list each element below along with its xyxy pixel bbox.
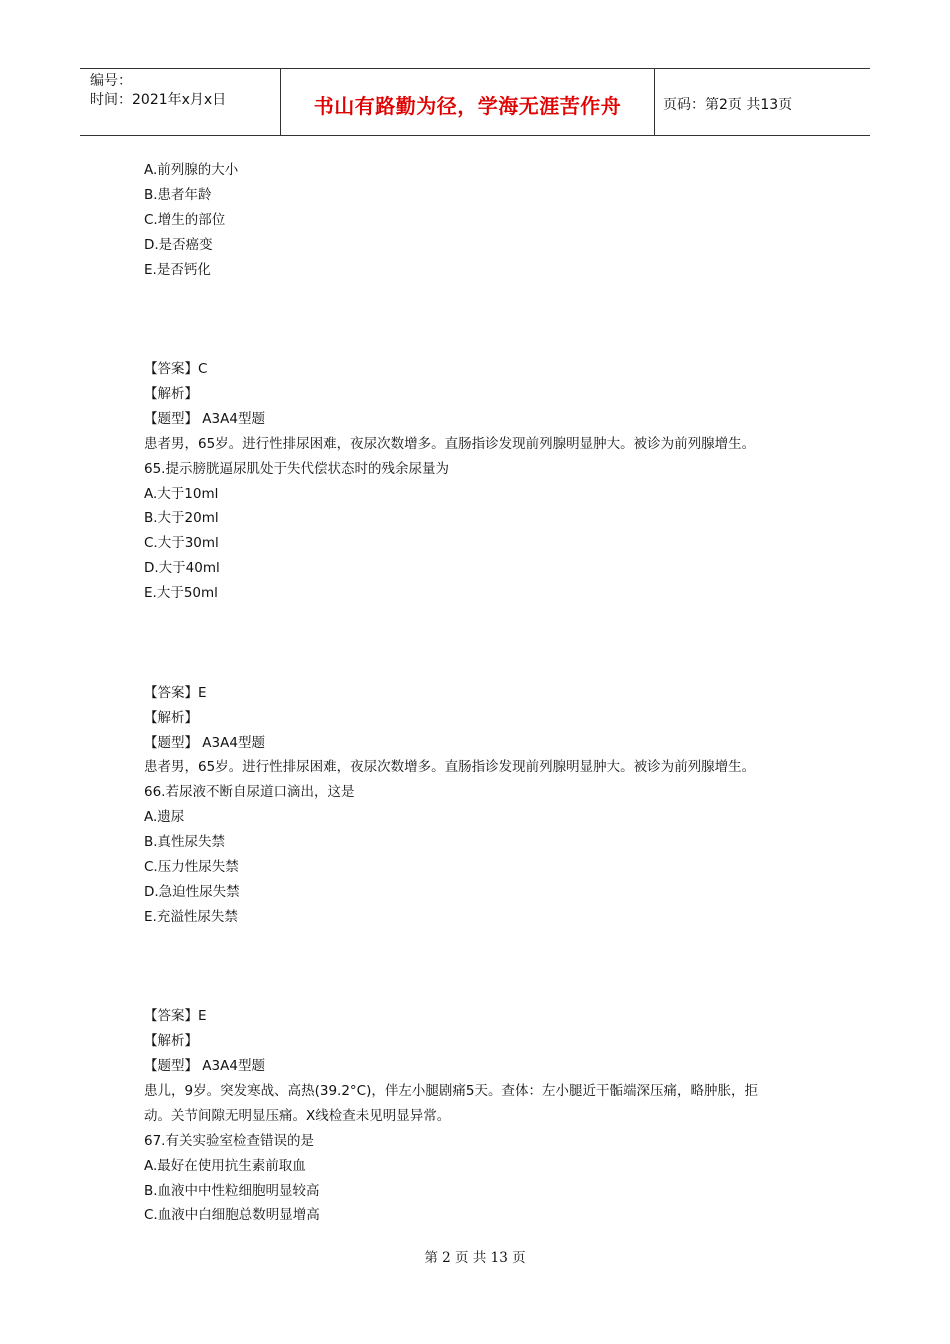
text-line: 67.有关实验室检查错误的是 [144, 1132, 314, 1149]
text-line: 动。关节间隙无明显压痛。X线检查未见明显异常。 [144, 1107, 451, 1124]
text-line: A.大于10ml [144, 485, 219, 502]
page-header [80, 68, 870, 136]
header-page-info: 页码：第2页 共13页 [663, 97, 793, 113]
text-line: 患儿，9岁。突发寒战、高热(39.2°C)，伴左小腿剧痛5天。查体：左小腿近干骺端深压痛，略肿胀，拒 [144, 1083, 758, 1099]
text-line: A.前列腺的大小 [144, 162, 239, 178]
text-line: 【题型】 A3A4型题 [144, 1058, 265, 1075]
text-line: C.增生的部位 [144, 211, 226, 228]
text-line: 患者男，65岁。进行性排尿困难，夜尿次数增多。直肠指诊发现前列腺明显肿大。被诊为前列腺增生。 [144, 759, 756, 776]
text-line: E.充溢性尿失禁 [144, 908, 238, 925]
text-line: 【解析】 [144, 709, 198, 726]
text-line: C.压力性尿失禁 [144, 858, 239, 875]
text-line: B.血液中中性粒细胞明显较高 [144, 1182, 320, 1199]
spacer [144, 282, 824, 357]
text-line: D.是否癌变 [144, 236, 213, 253]
text-line: C.大于30ml [144, 535, 219, 552]
spacer [144, 930, 824, 1005]
text-line: D.急迫性尿失禁 [144, 883, 240, 900]
text-line: 【解析】 [144, 386, 198, 403]
document-time-label: 时间：2021年x月x日 [90, 92, 227, 108]
text-line: A.遗尿 [144, 809, 185, 826]
text-line: 【解析】 [144, 1033, 198, 1050]
text-line: C.血液中白细胞总数明显增高 [144, 1207, 320, 1224]
text-line: 【题型】 A3A4型题 [144, 410, 265, 427]
text-line: 患者男，65岁。进行性排尿困难，夜尿次数增多。直肠指诊发现前列腺明显肿大。被诊为前列腺增生。 [144, 435, 756, 452]
header-motto: 书山有路勤为径，学海无涯苦作舟 [281, 69, 655, 135]
text-line: B.真性尿失禁 [144, 834, 226, 851]
text-line: B.大于20ml [144, 510, 219, 527]
header-info-cell [80, 69, 281, 135]
text-line: 【题型】 A3A4型题 [144, 734, 265, 751]
text-line: 66.若尿液不断自尿道口滴出，这是 [144, 784, 355, 801]
document-body [144, 158, 824, 1228]
text-line: D.大于40ml [144, 560, 220, 577]
page-footer: 第 2 页 共 13 页 [424, 1250, 526, 1266]
text-line: 65.提示膀胱逼尿肌处于失代偿状态时的残余尿量为 [144, 460, 449, 477]
text-line: A.最好在使用抗生素前取血 [144, 1157, 306, 1174]
text-line: 【答案】E [144, 1008, 207, 1025]
text-line: E.大于50ml [144, 585, 218, 602]
text-line: 【答案】C [144, 361, 208, 378]
text-line: B.患者年龄 [144, 186, 212, 203]
document-number-label: 编号： [90, 73, 132, 89]
text-line: E.是否钙化 [144, 261, 211, 278]
text-line: 【答案】E [144, 684, 207, 701]
spacer [144, 606, 824, 681]
